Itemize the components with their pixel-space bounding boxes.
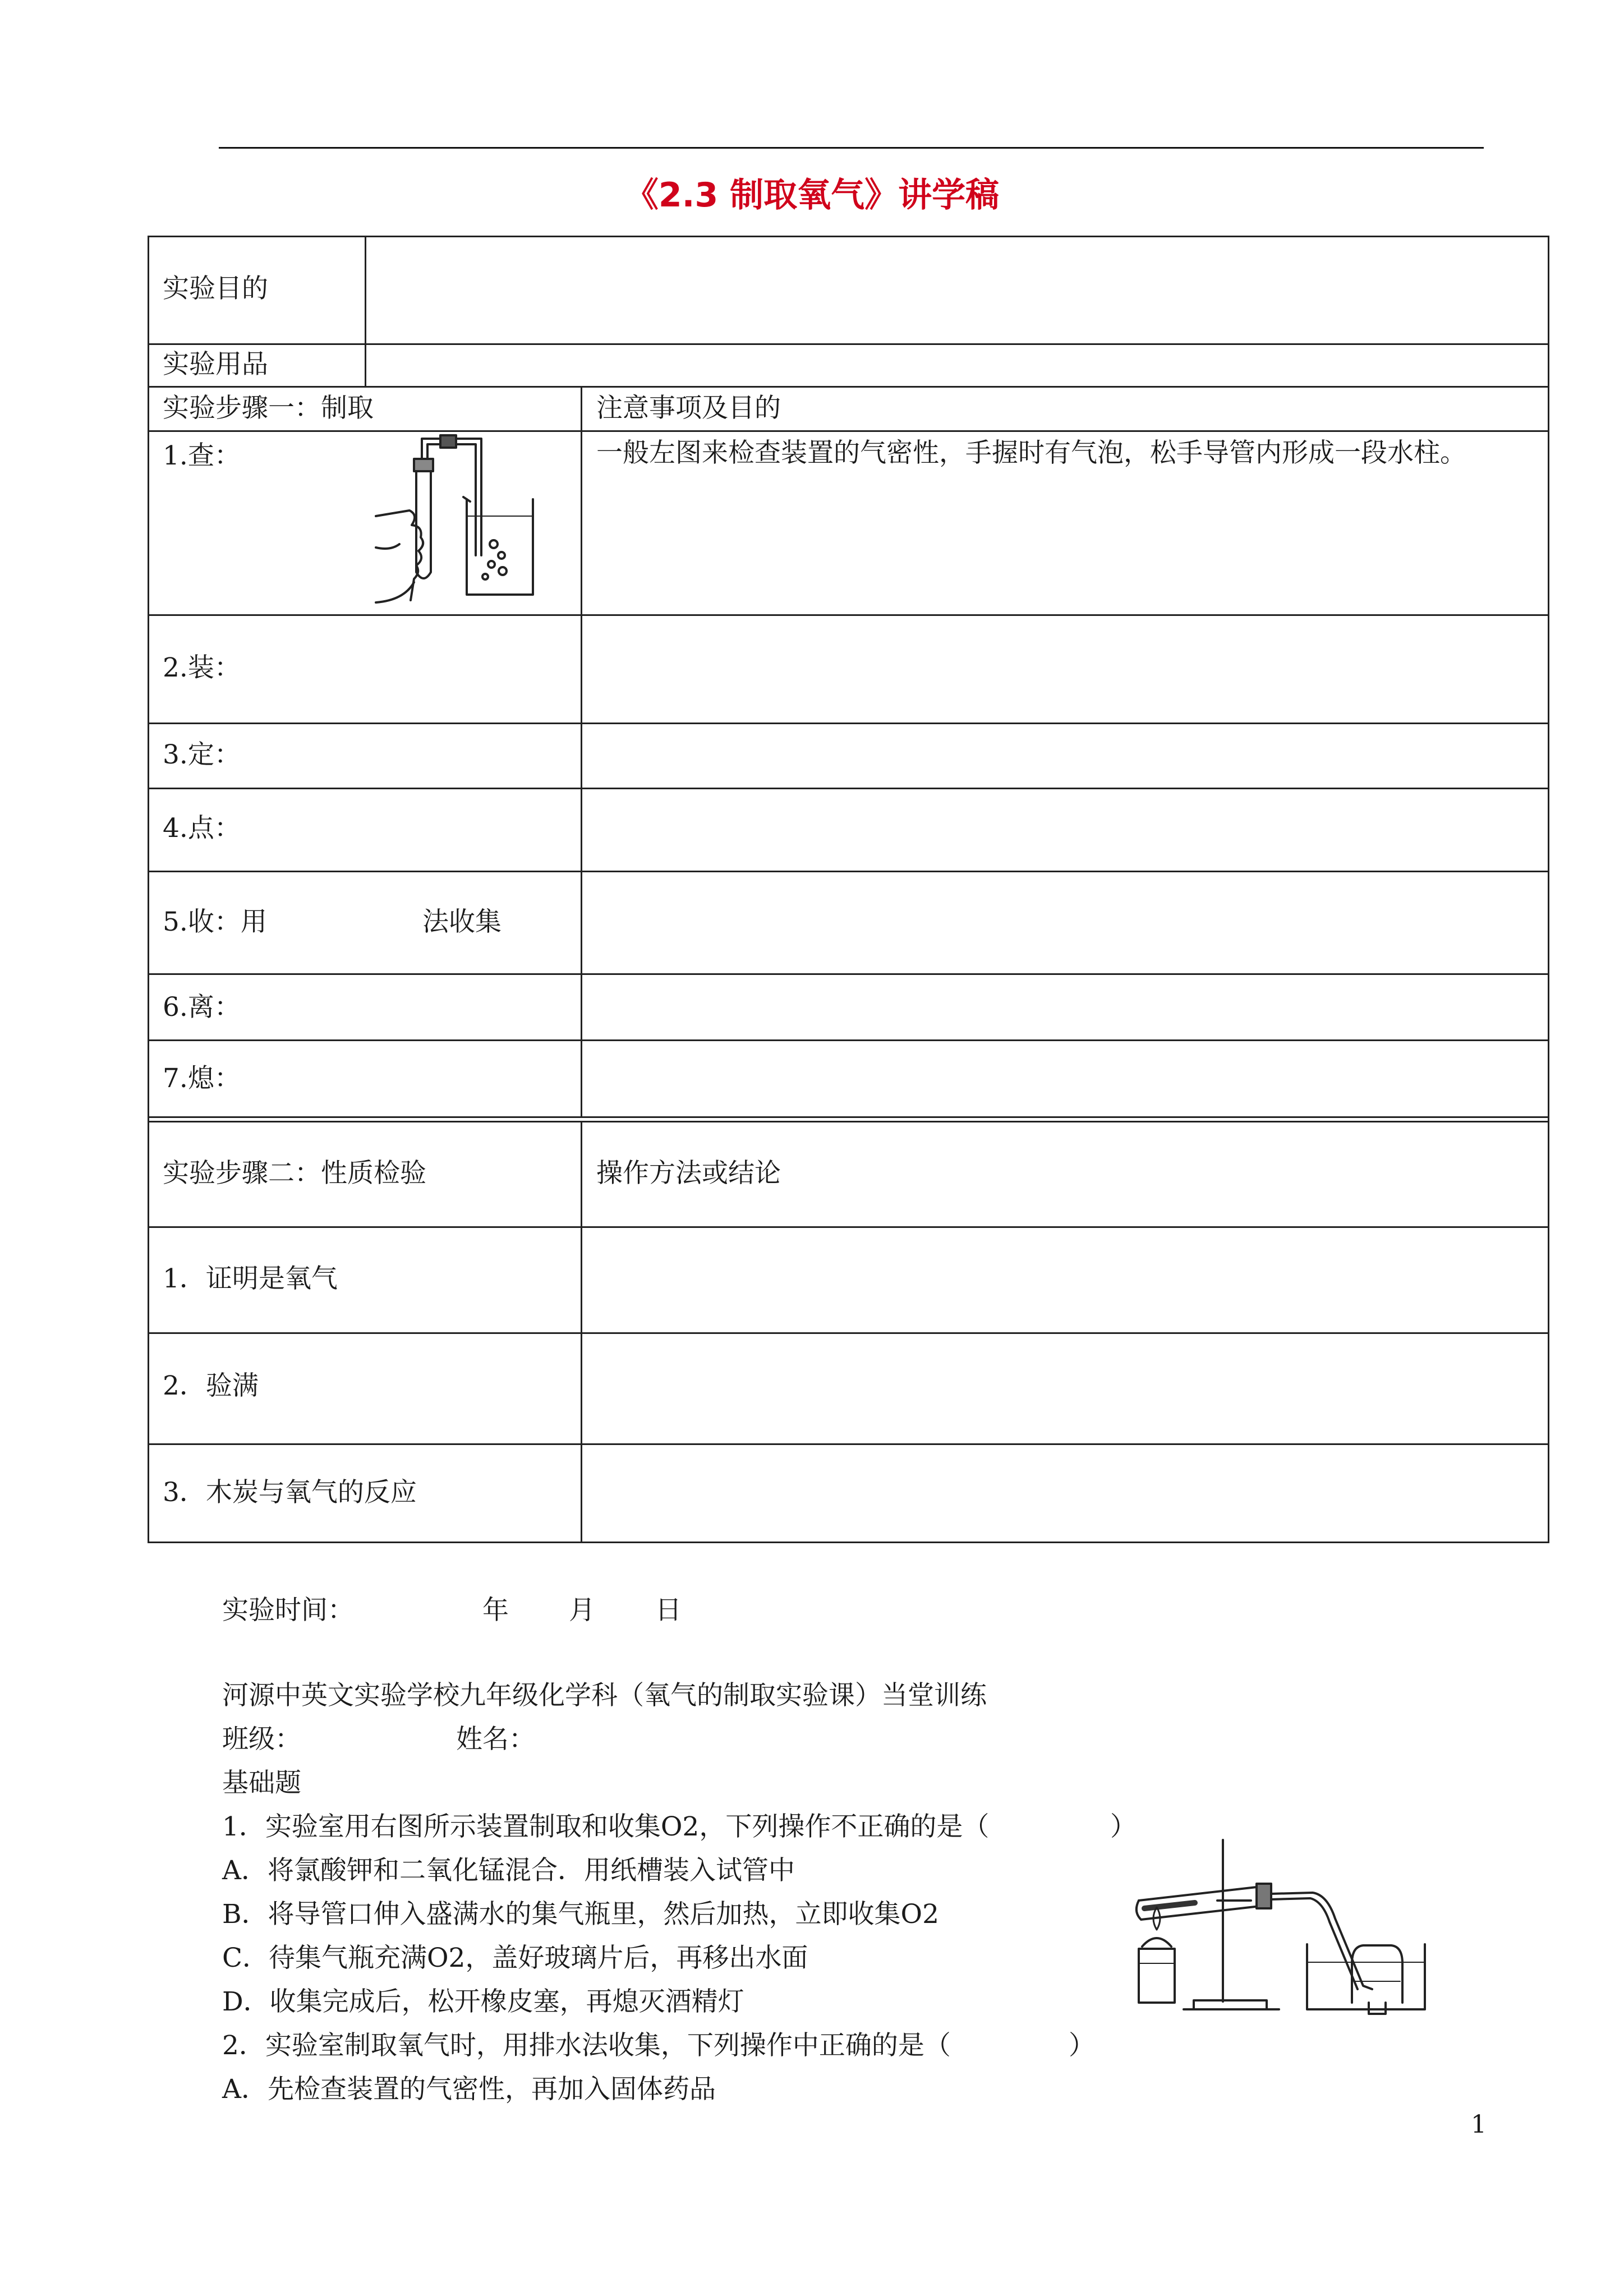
question-1-option-a: A．将氯酸钾和二氧化锰混合．用纸槽装入试管中 [222,1855,795,1886]
airtightness-check-figure [365,432,544,611]
school-course-line: 河源中英文实验学校九年级化学科（氧气的制取实验课）当堂训练 [222,1680,987,1711]
section2-header-left: 实验步骤二：性质检验 [163,1158,426,1189]
step-4-label: 4.点： [163,813,241,844]
question-1-option-d: D．收集完成后，松开橡皮塞，再熄灭酒精灯 [222,1986,744,2017]
oxygen-setup-figure [1128,1834,1430,2019]
step-2-label: 2.装： [163,652,241,683]
step-1-note: 一般左图来检查装置的气密性，手握时有气泡，松手导管内形成一段水柱。 [596,438,1466,468]
materials-label: 实验用品 [163,349,268,380]
property-row-2: 2．验满 [163,1370,259,1401]
date-month: 月 [569,1595,595,1626]
step-5-label: 5.收：用 [163,907,267,937]
step-6-label: 6.离： [163,992,241,1023]
question-1-option-b: B．将导管口伸入盛满水的集气瓶里，然后加热，立即收集O2 [222,1899,939,1930]
date-year: 年 [482,1595,509,1626]
page-number: 1 [1471,2110,1487,2139]
step-1-label: 1.查： [163,440,241,471]
step-7-label: 7.熄： [163,1063,241,1094]
section2-header-right: 操作方法或结论 [596,1158,781,1189]
question-1-option-c: C．待集气瓶充满O2，盖好玻璃片后，再移出水面 [222,1943,808,1973]
section1-header-left: 实验步骤一：制取 [163,393,374,424]
name-label: 姓名： [456,1724,535,1755]
section1-header-right: 注意事项及目的 [596,393,781,424]
question-2-option-a: A．先检查装置的气密性，再加入固体药品 [222,2074,716,2105]
question-2-stem-end: ） [1069,2030,1095,2061]
step-5-label-suffix: 法收集 [422,907,502,937]
date-day: 日 [655,1595,682,1626]
property-row-1: 1．证明是氧气 [163,1263,338,1294]
question-1-stem: 1．实验室用右图所示装置制取和收集O2，下列操作不正确的是（ [222,1811,990,1842]
experiment-date-label: 实验时间： [222,1595,354,1626]
header-rule [219,147,1484,149]
question-2-stem: 2．实验室制取氧气时，用排水法收集，下列操作中正确的是（ [222,2030,951,2061]
class-label: 班级： [222,1724,301,1755]
question-1-stem-end: ） [1110,1811,1137,1842]
basic-questions-title: 基础题 [222,1768,301,1798]
document-title: 《2.3 制取氧气》讲学稿 [624,176,1000,215]
purpose-label: 实验目的 [163,273,268,304]
property-row-3: 3．木炭与氧气的反应 [163,1477,417,1508]
step-3-label: 3.定： [163,739,241,770]
